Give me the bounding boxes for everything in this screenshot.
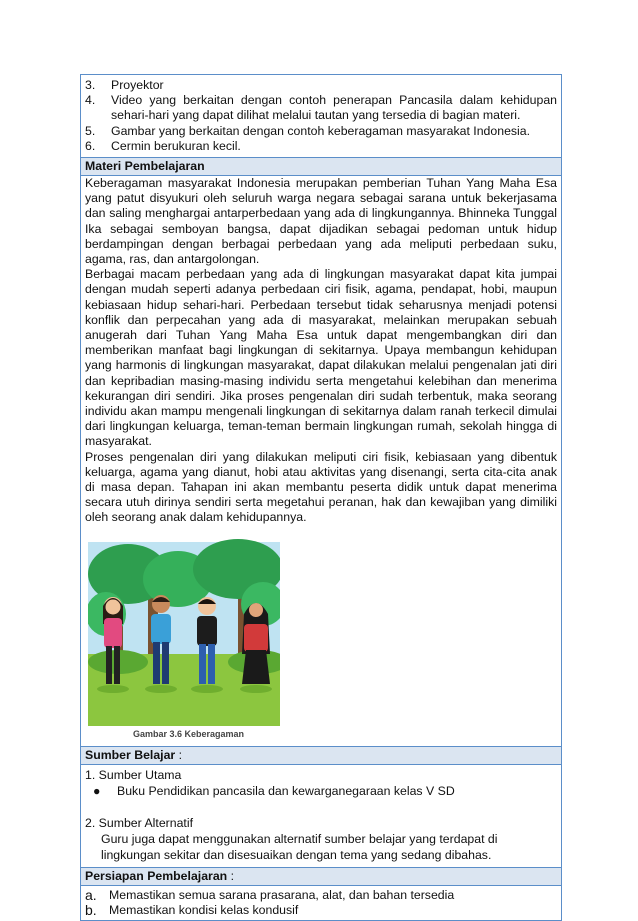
materi-paragraph: Proses pengenalan diri yang dilakukan meliputi ciri fisik, kebiasaan yang dibentuk keluarga, agama yang dianut, hobi atau aktivitas yang disenangi, serta cita-cita anak di masa depan. Tahapan ini akan membantu peserta didik untuk dapat menerima secara utuh dirinya sendiri serta megetahui peranan, hak dan kewajiban yang dimiliki oleh seorang anak dalam kehidupannya.	[85, 449, 557, 525]
sumber-utama-label: 1. Sumber Utama	[85, 767, 182, 782]
media-list	[81, 75, 561, 157]
diversity-illustration	[88, 534, 280, 726]
list-item: a. Memastikan semua sarana prasarana, alat, dan bahan tersedia	[85, 886, 455, 903]
persiapan-section	[81, 868, 561, 920]
list-item: 3. Proyektor	[85, 78, 164, 92]
persiapan-list	[81, 886, 561, 920]
materi-paragraph: Keberagaman masyarakat Indonesia merupakan pemberian Tuhan Yang Maha Esa yang patut disyukuri oleh seluruh warga negara sebagai sarana untuk bekerjasama dan saling menghargai antarperbedaan yang ada di lingkungannya. Bhinneka Tunggal Ika sebagai semboyan bangsa, dapat dijadikan sebagai pedoman untuk hidup berdampingan dengan berbagai perbedaan yang ada meliputi perbedaan suku, agama, ras, dan antargolongan.	[85, 176, 557, 267]
list-item: ● Buku Pendidikan pancasila dan kewarganegaraan kelas V SD	[93, 783, 455, 798]
lesson-plan-table	[80, 74, 562, 921]
sumber-alternatif-text: Guru juga dapat menggunakan alternatif sumber belajar yang terdapat di lingkungan sekitar dan disesuaikan dengan tema yang sedang dibahas.	[101, 831, 498, 862]
bullet-icon: ●	[93, 783, 101, 798]
sumber-heading: Sumber Belajar :	[81, 747, 561, 765]
diversity-illustration-svg	[88, 534, 280, 726]
list-item: 6. Cermin berukuran kecil.	[85, 138, 241, 153]
media-section	[81, 75, 561, 158]
materi-section	[81, 158, 561, 747]
sumber-alternatif-label: 2. Sumber Alternatif	[85, 815, 193, 830]
materi-heading: Materi Pembelajaran	[81, 158, 561, 176]
list-item: b. Memastikan kondisi kelas kondusif	[85, 901, 299, 918]
list-item: 5. Gambar yang berkaitan dengan contoh keberagaman masyarakat Indonesia.	[85, 123, 531, 138]
figure-caption: Gambar 3.6 Keberagaman	[133, 728, 245, 739]
persiapan-heading: Persiapan Pembelajaran :	[81, 868, 561, 886]
sumber-section	[81, 747, 561, 868]
list-item: 4. Video yang berkaitan dengan contoh penerapan Pancasila dalam kehidupan sehari-hari yang dapat dilihat melalui tautan yang tersedia di bagian materi.	[85, 93, 557, 123]
materi-paragraph: Berbagai macam perbedaan yang ada di lingkungan masyarakat dapat kita jumpai dengan mudah seperti adanya perbedaan ciri fisik, agama, pendapat, hobi, maupun kebiasaan hidup sehari-hari. Perbedaan tersebut tidak seharusnya menjadi potensi konflik dan perpecahan yang ada di masyarakat, melainkan merupakan sebuah anugerah dari Tuhan Yang Maha Esa untuk dapat mengembangkan diri dan memberikan manfaat bagi lingkungan di sekitarnya. Upaya membangun kehidupan yang harmonis di lingkungan masyarakat, dapat dilakukan melalui pengenalan jati diri dan kepribadian masing-masing individu serta mengetahui kelebihan dan menerima kekurangan diri sendiri. Jika proses pengenalan diri sudah terbentuk, maka seorang individu akan mampu mengenali lingkungan di sekitarnya dalam ranah terkecil dimulai dari lingkungan keluarga, teman-teman bermain lingkungan rumah, sekolah hingga di masyarakat.	[85, 267, 557, 449]
